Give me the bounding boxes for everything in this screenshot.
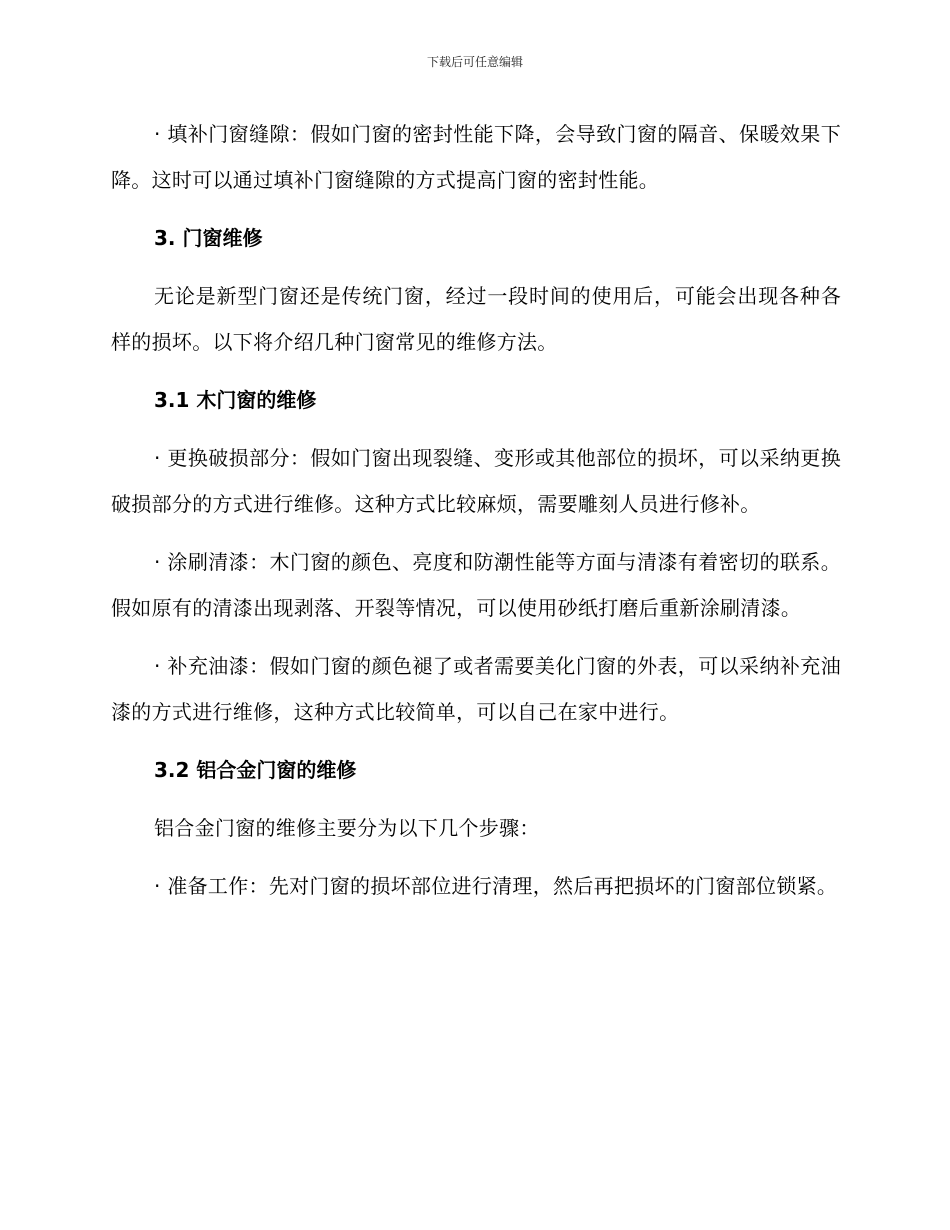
paragraph-repair-intro: 无论是新型门窗还是传统门窗，经过一段时间的使用后，可能会出现各种各样的损坏。以下将介绍几种门窗常见的维修方法。 <box>111 284 841 354</box>
spacer <box>111 793 841 805</box>
spacer <box>111 735 841 747</box>
spacer <box>111 851 841 863</box>
paragraph-replace-damaged: · 更换破损部分：假如门窗出现裂缝、变形或其他部位的损坏，可以采纳更换破损部分的方式进行维修。这种方式比较麻烦，需要雕刻人员进行修补。 <box>111 446 841 516</box>
spacer <box>111 527 841 539</box>
heading-wood-repair: 3.1 木门窗的维修 <box>154 388 317 412</box>
spacer <box>111 423 841 435</box>
spacer <box>111 631 841 643</box>
heading-door-window-repair: 3. 门窗维修 <box>154 226 263 250</box>
spacer <box>111 203 841 215</box>
paragraph-preparation: · 准备工作：先对门窗的损坏部位进行清理，然后再把损坏的门窗部位锁紧。 <box>154 874 838 898</box>
paragraph-varnish: · 涂刷清漆：木门窗的颜色、亮度和防潮性能等方面与清漆有着密切的联系。假如原有的清漆出现剥落、开裂等情况，可以使用砂纸打磨后重新涂刷清漆。 <box>111 550 841 620</box>
spacer <box>111 365 841 377</box>
spacer <box>111 261 841 273</box>
paragraph-fill-gaps: · 填补门窗缝隙：假如门窗的密封性能下降，会导致门窗的隔音、保暖效果下降。这时可以通过填补门窗缝隙的方式提高门窗的密封性能。 <box>111 122 841 192</box>
paragraph-aluminum-steps: 铝合金门窗的维修主要分为以下几个步骤： <box>154 816 540 840</box>
document-body <box>111 111 841 909</box>
heading-aluminum-repair: 3.2 铝合金门窗的维修 <box>154 758 357 782</box>
page-header-note: 下载后可任意编辑 <box>426 55 523 69</box>
paragraph-paint: · 补充油漆：假如门窗的颜色褪了或者需要美化门窗的外表，可以采纳补充油漆的方式进行维修，这种方式比较简单，可以自己在家中进行。 <box>111 654 841 724</box>
